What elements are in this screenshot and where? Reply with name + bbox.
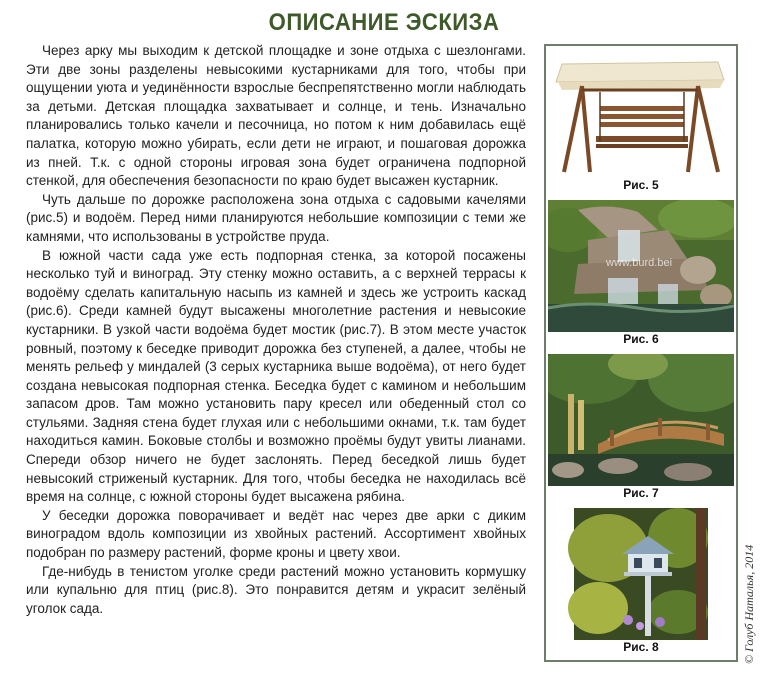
figures-panel: [544, 44, 738, 662]
paragraph: Где-нибудь в тенистом уголке среди растений можно установить кормушку или купальню для птиц (рис.8). Это понравится детям и украсит зелёный уголок сада.: [26, 563, 526, 616]
figure-6: [548, 200, 734, 346]
watermark: www.burd.bei: [606, 257, 673, 269]
figure-6-caption: Рис. 6: [623, 332, 659, 346]
paragraph: В южной части сада уже есть подпорная стенка, за которой посажены несколько туй и виноград. Эту стенку можно оставить, а с верхней террасы к водоёму сделать капитальную насыпь из камней и здесь же устроить каскад (рис.6). Среди камней будут высажены многолетние растения и невысокие кустарники. В узкой части водоёма будет мостик (рис.7). В этом месте участок ровный, поэтому к беседке приводит дорожка без ступеней, а далее, чтобы не менять рельеф у миндалей (3 серых кустарника выше водоёма), от него будет создана невысокая подпорная стенка. Беседка будет с камином и небольшим запасом дров. Там можно установить пару кресел или обеденный стол со стульями. Задняя стена будет глухая или с небольшими окнами, т.к. там будет находиться камин. Боковые столбы и возможно проёмы будут увиты лианами. Спереди обзор ничего не будет заслонять. Перед беседкой лишь будет невысокий стриженый кустарник. Для того, чтобы беседка не находилась всё время на солнце, с южной стороны будет высажена рябина.: [26, 247, 526, 505]
description-text: [26, 42, 526, 618]
figure-8: [548, 508, 734, 654]
copyright-credit: © Голуб Наталья, 2014: [742, 544, 756, 664]
figure-7-caption: Рис. 7: [623, 486, 659, 500]
paragraph: Чуть дальше по дорожке расположена зона отдыха с садовыми качелями (рис.5) и водоём. Перед ними планируются небольшие композиции с теми же камнями, что использованы в устройстве пруда.: [26, 191, 526, 244]
figure-5: [548, 50, 734, 192]
garden-swing-photo: [548, 50, 734, 178]
figure-5-caption: Рис. 5: [623, 178, 659, 192]
figure-7: [548, 354, 734, 500]
stone-cascade-photo: [548, 200, 734, 332]
garden-bridge-photo: [548, 354, 734, 486]
paragraph: Через арку мы выходим к детской площадке и зоне отдыха с шезлонгами. Эти две зоны разделены невысокими кустарниками для того, чтобы при ощущении уюта и уединённости взрослые беспрепятственно могли наблюдать за детьми. Детская площадка захватывает и солнце, и тень. Изначально планировались только качели и песочница, но потом к ним добавилась ещё палатка, которую можно убирать, если дети не играют, и пошаговая дорожка из пней. Т.к. с одной стороны игровая зона будет ограничена подпорной стенкой, для обеспечения безопасности по краю будет высажен кустарник.: [26, 43, 526, 189]
figure-8-caption: Рис. 8: [623, 640, 659, 654]
page-title: ОПИСАНИЕ ЭСКИЗА: [268, 9, 500, 36]
bird-feeder-photo: [548, 508, 734, 640]
paragraph: У беседки дорожка поворачивает и ведёт нас через две арки с диким виноградом вдоль композиции из хвойных растений. Ассортимент хвойных подобран по размеру растений, форме кроны и цвету хвои.: [26, 507, 526, 561]
